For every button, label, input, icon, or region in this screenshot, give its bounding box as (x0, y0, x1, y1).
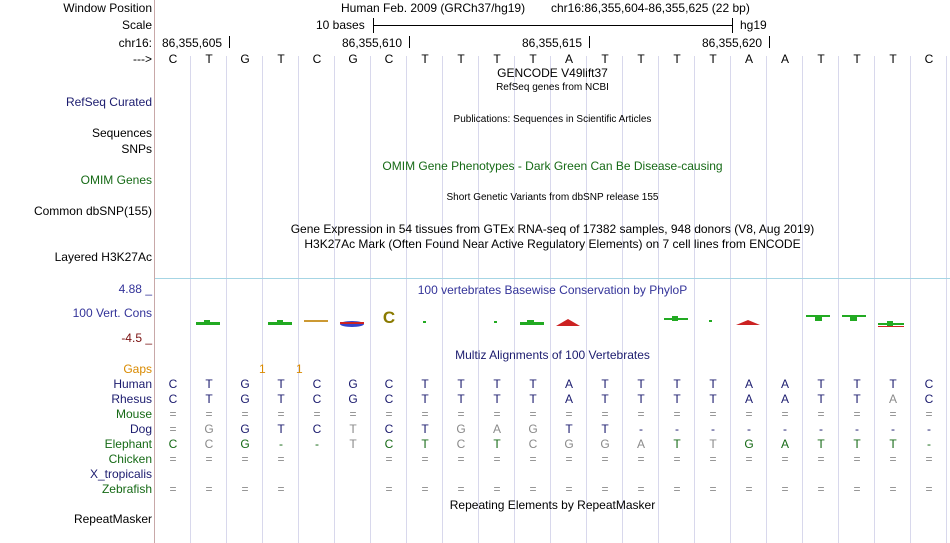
species-elephant-label[interactable]: Elephant (104, 437, 152, 451)
scale-text: 10 bases (316, 18, 365, 32)
human-base: T (889, 377, 897, 391)
human-base: A (780, 377, 789, 391)
chrom-label: chr16: (118, 36, 152, 50)
ruler-base: T (889, 52, 897, 66)
mouse-base: = (457, 407, 465, 421)
mouse-base: = (601, 407, 609, 421)
mouse-base: = (385, 407, 393, 421)
dog-base: - (675, 422, 679, 436)
human-base: G (348, 377, 358, 391)
zebrafish-base: = (205, 482, 213, 496)
chicken-base: = (277, 452, 285, 466)
ruler-base: T (817, 52, 825, 66)
chicken-base: = (781, 452, 789, 466)
rhesus-base: T (205, 392, 213, 406)
dog-base: - (891, 422, 895, 436)
rhesus-base: G (240, 392, 250, 406)
coord-label-1: 86,355,605 (162, 36, 223, 50)
zebrafish-base: = (385, 482, 393, 496)
elephant-base: G (744, 437, 754, 451)
human-base: T (709, 377, 717, 391)
elephant-base: G (564, 437, 574, 451)
rhesus-base: T (421, 392, 429, 406)
gtex-track-title[interactable]: Gene Expression in 54 tissues from GTEx RNA-seq of 17382 samples, 948 donors (V8, Aug 2019) (290, 222, 815, 236)
mouse-base: = (709, 407, 717, 421)
rhesus-base: T (493, 392, 501, 406)
dog-base: T (565, 422, 573, 436)
chicken-base: = (421, 452, 429, 466)
human-base: A (744, 377, 753, 391)
species-human-label[interactable]: Human (113, 377, 152, 391)
human-base: T (205, 377, 213, 391)
cons-bar-8 (494, 321, 497, 323)
track-label-snps[interactable]: SNPs (121, 142, 152, 156)
strand-arrow-label: ---> (133, 52, 152, 66)
rhesus-base: A (744, 392, 753, 406)
zebrafish-base: = (673, 482, 681, 496)
chicken-base: = (241, 452, 249, 466)
zebrafish-base: = (493, 482, 501, 496)
rhesus-base: C (384, 392, 394, 406)
cons-bar-2 (204, 320, 210, 325)
zebrafish-base: = (889, 482, 897, 496)
species-chicken-label[interactable]: Chicken (108, 452, 152, 466)
ruler-base: C (384, 52, 394, 66)
rhesus-base: C (312, 392, 322, 406)
elephant-base: T (817, 437, 825, 451)
dog-base: - (819, 422, 823, 436)
zebrafish-base: = (277, 482, 285, 496)
mouse-base: = (889, 407, 897, 421)
dog-base: T (277, 422, 285, 436)
chicken-base: = (493, 452, 501, 466)
species-xtropicalis-label[interactable]: X_tropicalis (89, 467, 152, 481)
mouse-base: = (349, 407, 357, 421)
dog-base: - (855, 422, 859, 436)
human-base: T (421, 377, 429, 391)
dog-base: C (384, 422, 394, 436)
dog-base: T (421, 422, 429, 436)
coord-label-2: 86,355,610 (342, 36, 403, 50)
ruler-base: T (637, 52, 645, 66)
dog-base: - (711, 422, 715, 436)
ruler-base: T (277, 52, 285, 66)
ruler-base: C (924, 52, 934, 66)
scale-assembly-text: hg19 (740, 18, 767, 32)
zebrafish-base: = (421, 482, 429, 496)
chicken-base: = (637, 452, 645, 466)
cons-glyph-c: C (382, 308, 396, 327)
rhesus-base: C (924, 392, 934, 406)
mouse-base: = (421, 407, 429, 421)
mouse-base: = (637, 407, 645, 421)
mouse-base: = (169, 407, 177, 421)
human-base: G (240, 377, 250, 391)
dog-base: - (927, 422, 931, 436)
elephant-base: C (456, 437, 466, 451)
mouse-base: = (277, 407, 285, 421)
zebrafish-base: = (529, 482, 537, 496)
track-label-cons[interactable]: 100 Vert. Cons (72, 306, 152, 320)
rhesus-base: A (888, 392, 897, 406)
mouse-base: = (241, 407, 249, 421)
chicken-base: = (205, 452, 213, 466)
human-base: C (384, 377, 394, 391)
mouse-base: = (673, 407, 681, 421)
zebrafish-base: = (565, 482, 573, 496)
mouse-base: = (493, 407, 501, 421)
multiz-track-title[interactable]: Multiz Alignments of 100 Vertebrates (455, 348, 650, 362)
mouse-base: = (853, 407, 861, 421)
zebrafish-base: = (853, 482, 861, 496)
human-base: T (637, 377, 645, 391)
omim-track-title[interactable]: OMIM Gene Phenotypes - Dark Green Can Be Disease-causing (382, 159, 723, 173)
dog-base: - (783, 422, 787, 436)
rhesus-base: T (673, 392, 681, 406)
elephant-base: C (528, 437, 538, 451)
elephant-base: G (240, 437, 250, 451)
ruler-base: T (493, 52, 501, 66)
dog-base: A (492, 422, 501, 436)
h3k27ac-track-title[interactable]: H3K27Ac Mark (Often Found Near Active Regulatory Elements) on 7 cell lines from ENCODE (304, 237, 801, 251)
elephant-base: A (780, 437, 789, 451)
mouse-base: = (745, 407, 753, 421)
ruler-base: C (168, 52, 178, 66)
species-zebrafish-label[interactable]: Zebrafish (101, 482, 152, 496)
track-label-repeatmasker[interactable]: RepeatMasker (73, 512, 152, 526)
cons-min-label: -4.5 _ (121, 331, 152, 345)
mouse-base: = (925, 407, 933, 421)
elephant-base: - (279, 437, 283, 451)
zebrafish-base: = (781, 482, 789, 496)
rhesus-base: T (637, 392, 645, 406)
elephant-base: T (853, 437, 861, 451)
ruler-base: T (673, 52, 681, 66)
species-mouse-label[interactable]: Mouse (115, 407, 152, 421)
zebrafish-base: = (169, 482, 177, 496)
rhesus-base: T (817, 392, 825, 406)
ruler-base: T (601, 52, 609, 66)
mouse-base: = (565, 407, 573, 421)
rhesus-base: A (564, 392, 573, 406)
human-base: C (924, 377, 934, 391)
chicken-base: = (889, 452, 897, 466)
ruler-base: T (421, 52, 429, 66)
dog-base: G (456, 422, 466, 436)
chicken-base: = (385, 452, 393, 466)
elephant-base: T (889, 437, 897, 451)
zebrafish-base: = (241, 482, 249, 496)
human-base: T (277, 377, 285, 391)
phylop-track-title[interactable]: 100 vertebrates Basewise Conservation by PhyloP (417, 283, 688, 297)
ruler-base: A (564, 52, 573, 66)
ruler-base: A (744, 52, 753, 66)
cons-bar-20 (878, 326, 904, 327)
mouse-base: = (781, 407, 789, 421)
elephant-base: T (493, 437, 501, 451)
ruler-base: T (205, 52, 213, 66)
cons-glyph-red-1 (556, 319, 580, 326)
ruler-base: G (240, 52, 250, 66)
elephant-base: A (636, 437, 645, 451)
human-base: T (673, 377, 681, 391)
dog-base: - (639, 422, 643, 436)
ruler-base: G (348, 52, 358, 66)
cons-bar-15 (815, 315, 822, 321)
window-position-label: Window Position (63, 1, 152, 15)
track-label-h3k27ac[interactable]: Layered H3K27Ac (54, 250, 152, 264)
human-base: C (168, 377, 178, 391)
rhesus-base: T (277, 392, 285, 406)
coord-label-4: 86,355,620 (702, 36, 763, 50)
human-base: C (312, 377, 322, 391)
chicken-base: = (169, 452, 177, 466)
human-base: T (853, 377, 861, 391)
elephant-base: T (709, 437, 717, 451)
rhesus-base: C (168, 392, 178, 406)
track-label-refseq[interactable]: RefSeq Curated (65, 95, 152, 109)
rhesus-base: T (853, 392, 861, 406)
human-base: T (817, 377, 825, 391)
scale-label: Scale (121, 18, 152, 32)
cons-bar-12 (672, 316, 678, 321)
human-base: T (493, 377, 501, 391)
dog-base: = (169, 422, 177, 436)
chicken-base: = (817, 452, 825, 466)
cons-glyph-red-2 (736, 320, 760, 325)
dog-base: G (204, 422, 214, 436)
gap-mark-2: 1 (296, 362, 303, 376)
repeatmasker-track-title[interactable]: Repeating Elements by RepeatMasker (449, 498, 656, 512)
ruler-base: T (457, 52, 465, 66)
assembly-title: Human Feb. 2009 (GRCh37/hg19) (341, 1, 526, 15)
chicken-base: = (925, 452, 933, 466)
zebrafish-base: = (925, 482, 933, 496)
cons-bar-4 (277, 320, 283, 325)
rhesus-base: T (529, 392, 537, 406)
human-base: A (564, 377, 573, 391)
cons-bar-17 (850, 315, 857, 321)
chicken-base: = (529, 452, 537, 466)
refseq-track-title[interactable]: RefSeq genes from NCBI (496, 82, 609, 93)
chicken-base: = (709, 452, 717, 466)
cons-bar-6 (340, 322, 364, 324)
mouse-base: = (205, 407, 213, 421)
cons-bar-7 (423, 321, 426, 323)
mouse-base: = (529, 407, 537, 421)
cons-bar-13 (709, 320, 712, 322)
chicken-base: = (673, 452, 681, 466)
ruler-base: A (780, 52, 789, 66)
zebrafish-base: = (745, 482, 753, 496)
species-rhesus-label[interactable]: Rhesus (111, 392, 152, 406)
zebrafish-base: = (457, 482, 465, 496)
ruler-base: C (312, 52, 322, 66)
zebrafish-base: = (637, 482, 645, 496)
dog-base: C (312, 422, 322, 436)
dog-base: T (601, 422, 609, 436)
dog-base: G (240, 422, 250, 436)
cons-bar-10 (527, 320, 534, 325)
ruler-base: T (853, 52, 861, 66)
chicken-base: = (853, 452, 861, 466)
human-base: T (529, 377, 537, 391)
elephant-base: - (315, 437, 319, 451)
mouse-base: = (817, 407, 825, 421)
elephant-base: T (349, 437, 357, 451)
elephant-base: C (204, 437, 214, 451)
dbsnp-track-title[interactable]: Short Genetic Variants from dbSNP release 155 (446, 192, 659, 203)
zebrafish-base: = (601, 482, 609, 496)
track-label-omim[interactable]: OMIM Genes (80, 173, 152, 187)
rhesus-base: T (601, 392, 609, 406)
dog-base: - (747, 422, 751, 436)
human-base: T (457, 377, 465, 391)
chicken-base: = (745, 452, 753, 466)
elephant-base: G (600, 437, 610, 451)
rhesus-base: A (780, 392, 789, 406)
chicken-base: = (601, 452, 609, 466)
cons-bar-5 (304, 320, 328, 322)
window-position-text: chr16:86,355,604-86,355,625 (22 bp) (551, 1, 750, 15)
zebrafish-base: = (709, 482, 717, 496)
gencode-track-title[interactable]: GENCODE V49lift37 (497, 66, 608, 80)
coord-label-3: 86,355,615 (522, 36, 583, 50)
elephant-base: C (168, 437, 178, 451)
gap-mark-1: 1 (259, 362, 266, 376)
chicken-base: = (565, 452, 573, 466)
rhesus-base: T (457, 392, 465, 406)
elephant-base: T (421, 437, 429, 451)
track-label-sequences[interactable]: Sequences (91, 126, 152, 140)
ruler-base: T (529, 52, 537, 66)
species-dog-label[interactable]: Dog (129, 422, 152, 436)
rhesus-base: T (709, 392, 717, 406)
dog-base: T (349, 422, 357, 436)
gaps-label: Gaps (123, 362, 152, 376)
elephant-base: C (384, 437, 394, 451)
ruler-base: T (709, 52, 717, 66)
dog-base: G (528, 422, 538, 436)
zebrafish-base: = (817, 482, 825, 496)
publications-track-title[interactable]: Publications: Sequences in Scientific Articles (453, 114, 652, 125)
rhesus-base: G (348, 392, 358, 406)
track-label-dbsnp[interactable]: Common dbSNP(155) (33, 204, 152, 218)
chicken-base: = (457, 452, 465, 466)
human-base: T (601, 377, 609, 391)
elephant-base: T (673, 437, 681, 451)
elephant-base: - (927, 437, 931, 451)
cons-max-label: 4.88 _ (118, 282, 152, 296)
mouse-base: = (313, 407, 321, 421)
